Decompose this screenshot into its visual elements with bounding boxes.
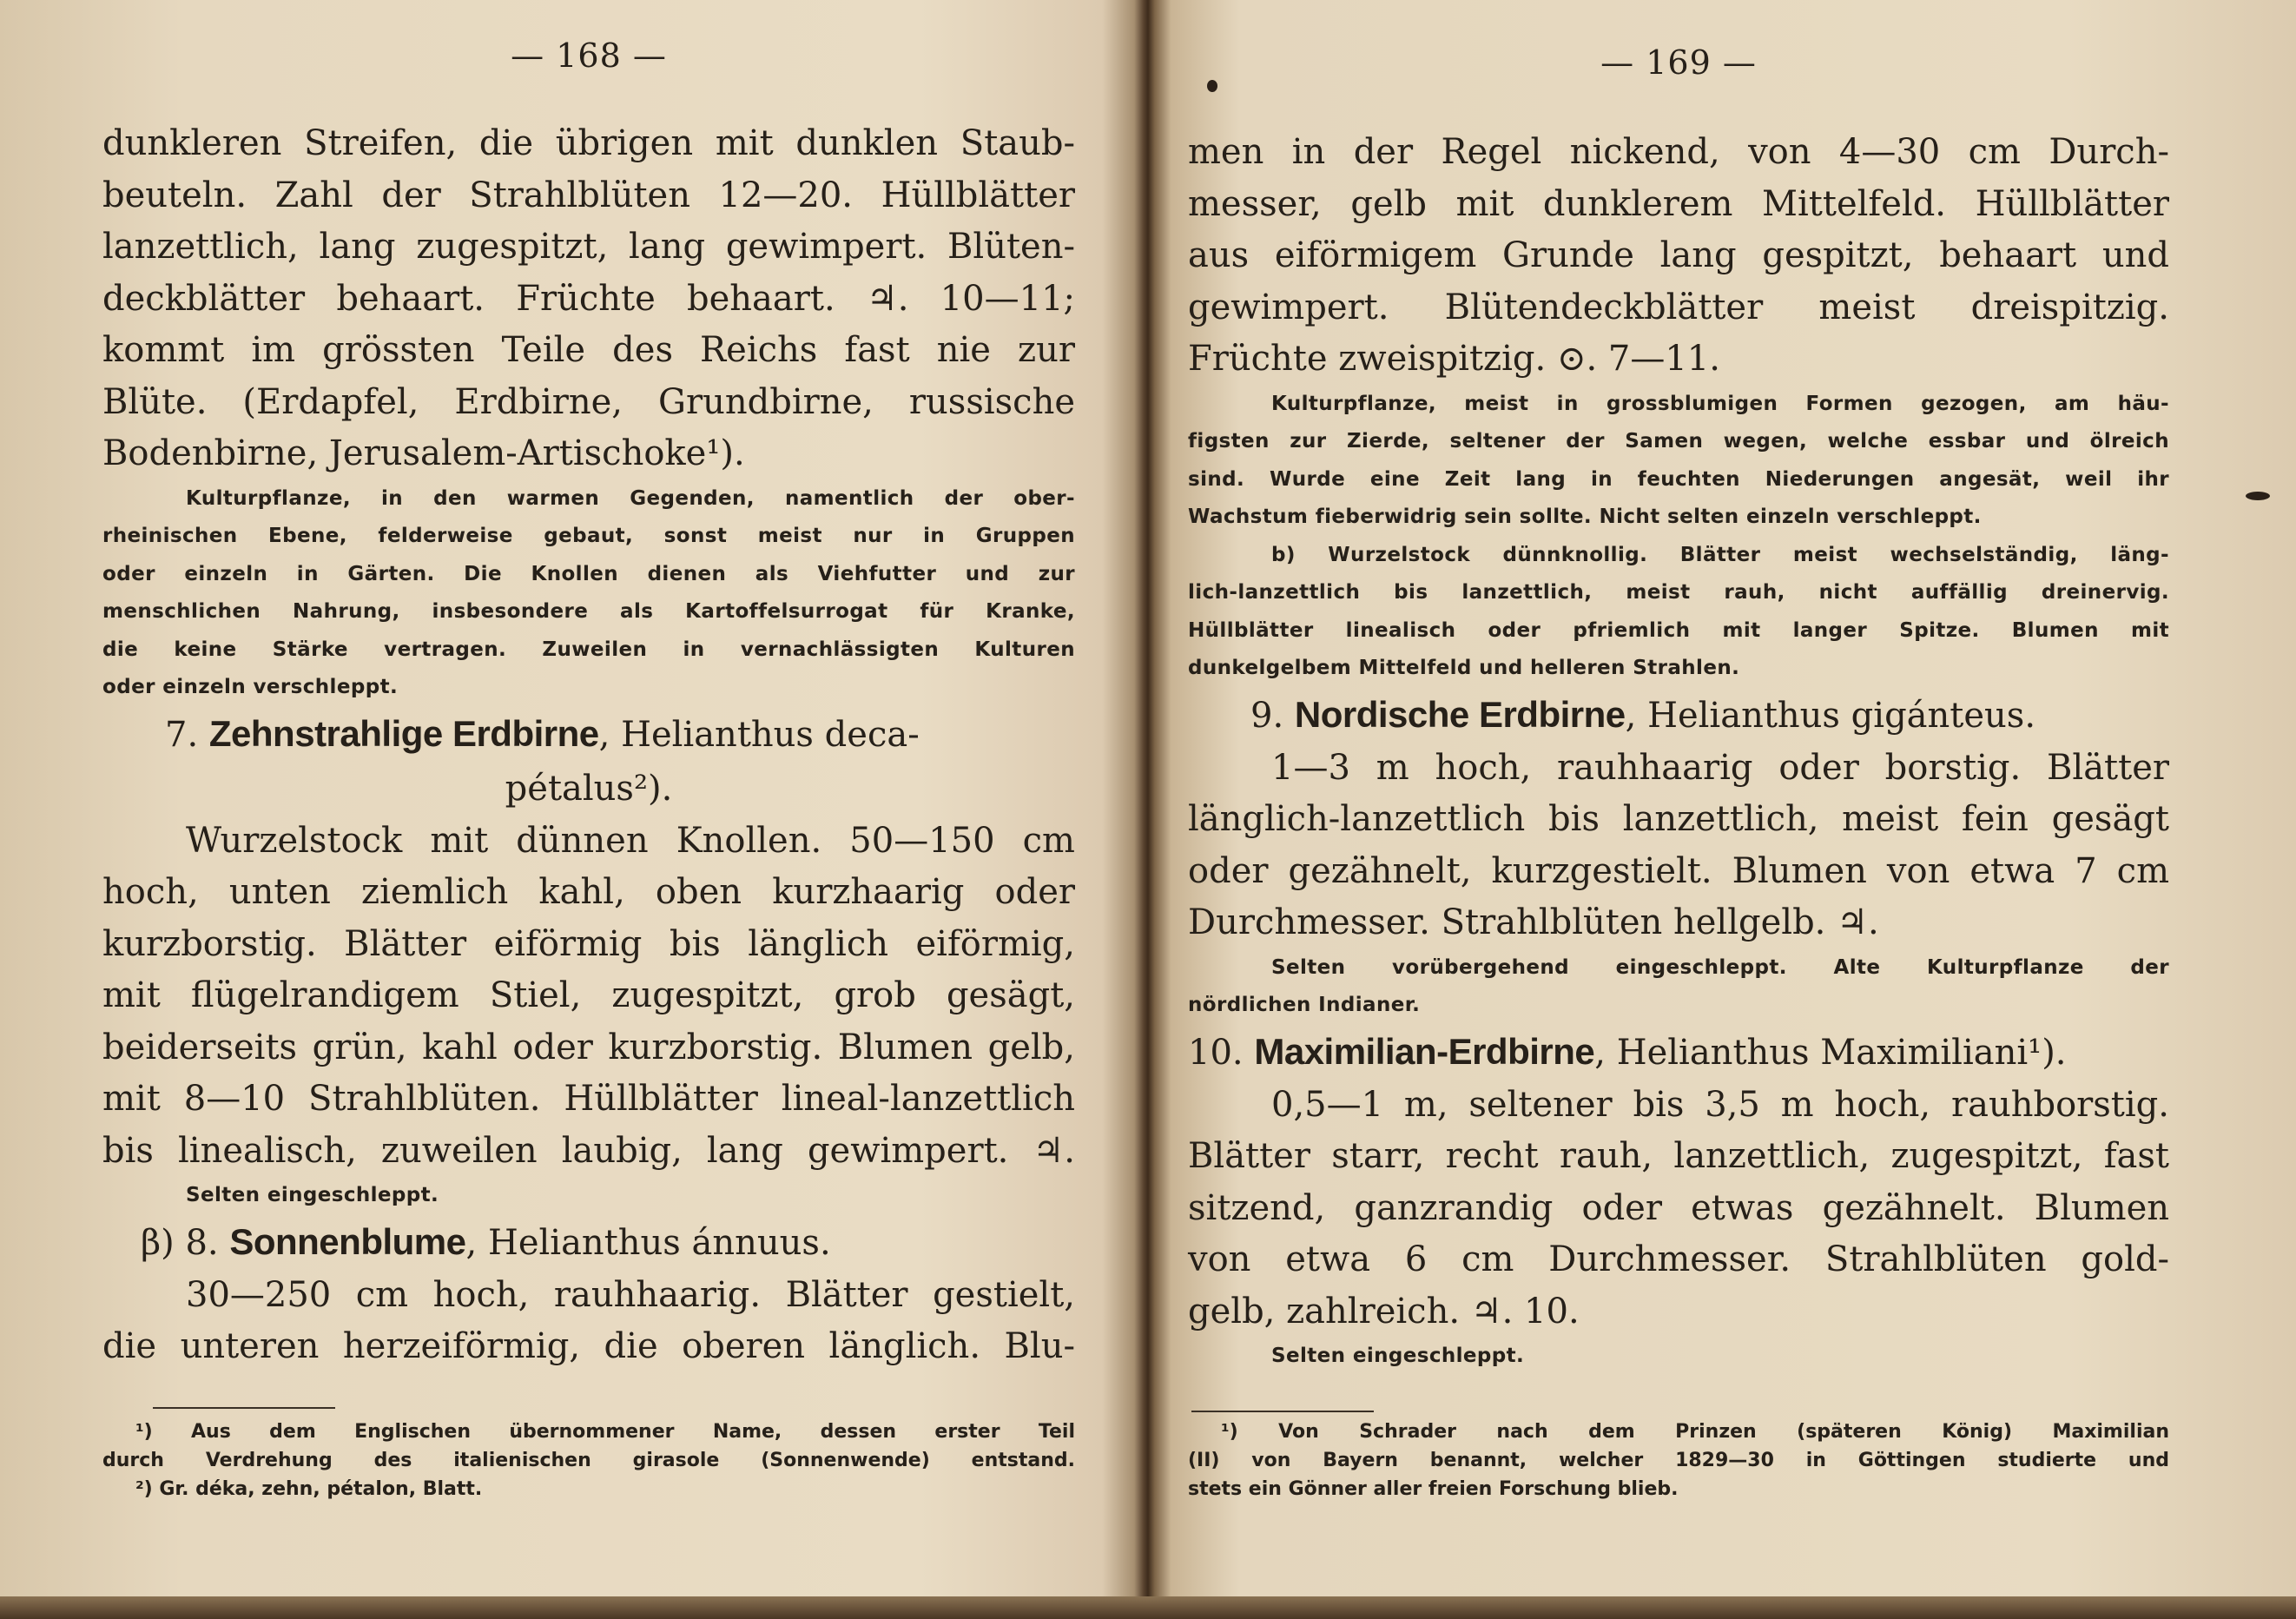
text-line: 1—3 m hoch, rauhhaarig oder borstig. Blätter — [1271, 747, 2169, 788]
text-line: sitzend, ganzrandig oder etwas gezähnelt. Blumen — [1188, 1187, 2169, 1228]
note-line: Selten eingeschleppt. — [1271, 1345, 1525, 1367]
text-line: gelb, zahlreich. ♃. 10. — [1188, 1291, 1580, 1332]
text-line: 30—250 cm hoch, rauhhaarig. Blätter gestielt, — [186, 1274, 1075, 1315]
species-latin: , Helianthus deca- — [598, 714, 920, 755]
note-line: oder einzeln verschleppt. — [102, 676, 399, 698]
footnote-rule — [1191, 1411, 1374, 1412]
text-line: mit 8—10 Strahlblüten. Hüllblätter lineal-lanzettlich — [102, 1079, 1075, 1119]
text-line: lanzettlich, lang zugespitzt, lang gewimpert. Blüten- — [102, 227, 1075, 267]
note-line: Selten eingeschleppt. — [186, 1184, 439, 1206]
footnote-rule — [153, 1407, 335, 1409]
footnote-line: ¹) Von Schrader nach dem Prinzen (späteren König) Maximilian — [1221, 1421, 2169, 1443]
footnotes — [1188, 1417, 2169, 1503]
text-line: von etwa 6 cm Durchmesser. Strahlblüten gold- — [1188, 1239, 2169, 1279]
page-169 — [1188, 0, 2169, 1596]
species-number: 9. — [1250, 695, 1284, 736]
footnote-line: (II) von Bayern benannt, welcher 1829—30 in Göttingen studierte und — [1188, 1450, 2169, 1471]
text-line: mit flügelrandigem Stiel, zugespitzt, grob gesägt, — [102, 975, 1075, 1015]
text-line: die unteren herzeiförmig, die oberen länglich. Blu- — [102, 1326, 1075, 1366]
note-line: Hüllblätter linealisch oder pfriemlich mit langer Spitze. Blumen mit — [1188, 618, 2169, 642]
note-line: Kulturpflanze, meist in grossblumigen Formen gezogen, am häu- — [1271, 392, 2169, 415]
footnote-line: stets ein Gönner aller freien Forschung blieb. — [1188, 1478, 1679, 1500]
species-number: 10. — [1188, 1032, 1244, 1073]
text-line: kurzborstig. Blätter eiförmig bis länglich eiförmig, — [102, 923, 1075, 964]
text-line: beuteln. Zahl der Strahlblüten 12—20. Hüllblätter — [102, 175, 1075, 215]
text-line: men in der Regel nickend, von 4—30 cm Durch- — [1188, 132, 2169, 172]
text-line: beiderseits grün, kahl oder kurzborstig. Blumen gelb, — [102, 1027, 1075, 1067]
text-line: gewimpert. Blütendeckblätter meist dreispitzig. — [1188, 287, 2169, 327]
species-heading-8 — [102, 1215, 1075, 1270]
note-line: die keine Stärke vertragen. Zuweilen in vernachlässigten Kulturen — [102, 638, 1075, 661]
note-line: Kulturpflanze, in den warmen Gegenden, namentlich der ober- — [186, 486, 1075, 510]
note-line: dunkelgelbem Mittelfeld und helleren Strahlen. — [1188, 657, 1740, 679]
note-line: oder einzeln in Gärten. Die Knollen dienen als Viehfutter und zur — [102, 562, 1075, 585]
text-line: Blüte. (Erdapfel, Erdbirne, Grundbirne, russische — [102, 381, 1075, 422]
page-number: — 169 — — [1600, 43, 1757, 82]
text-line: dunkleren Streifen, die übrigen mit dunklen Staub- — [102, 123, 1075, 163]
text-line: Wurzelstock mit dünnen Knollen. 50—150 cm — [186, 820, 1075, 861]
note-line: rheinischen Ebene, felderweise gebaut, sonst meist nur in Gruppen — [102, 525, 1075, 547]
species-number: β) 8. — [141, 1222, 219, 1263]
text-line: hoch, unten ziemlich kahl, oben kurzhaarig oder — [102, 872, 1075, 912]
text-line: bis linealisch, zuweilen laubig, lang gewimpert. ♃. — [102, 1130, 1075, 1171]
species-name: Maximilian-Erdbirne — [1254, 1030, 1595, 1072]
species-latin: , Helianthus gigánteus. — [1625, 695, 2036, 736]
footnote-line: ¹) Aus dem Englischen übernommener Name, dessen erster Teil — [135, 1421, 1075, 1443]
ink-speck — [1207, 80, 1217, 92]
text-line: Blätter starr, recht rauh, lanzettlich, zugespitzt, fast — [1188, 1136, 2169, 1176]
text-line: aus eiförmigem Grunde lang gespitzt, behaart und — [1188, 235, 2169, 275]
note-line: menschlichen Nahrung, insbesondere als Kartoffelsurrogat für Kranke, — [102, 600, 1075, 623]
text-line: deckblätter behaart. Früchte behaart. ♃. 10—11; — [102, 278, 1075, 319]
text-line: oder gezähnelt, kurzgestielt. Blumen von etwa 7 cm — [1188, 850, 2169, 891]
species-number: 7. — [165, 714, 199, 755]
species-latin: , Helianthus ánnuus. — [465, 1222, 831, 1263]
note-line: Wachstum fieberwidrig sein sollte. Nicht selten einzeln verschleppt. — [1188, 506, 1982, 528]
species-heading-continuation: pétalus²). — [505, 768, 673, 809]
page-number: — 168 — — [511, 36, 667, 75]
text-line: Früchte zweispitzig. ⊙. 7—11. — [1188, 339, 1720, 379]
note-line: figsten zur Zierde, seltener der Samen wegen, welche essbar und ölreich — [1188, 430, 2169, 453]
footnotes — [102, 1417, 1075, 1503]
footnote-line: durch Verdrehung des italienischen girasole (Sonnenwende) entstand. — [102, 1450, 1075, 1471]
species-heading-10 — [1188, 1025, 2169, 1080]
text-line: kommt im grössten Teile des Reichs fast nie zur — [102, 330, 1075, 370]
note-line: Selten vorübergehend eingeschleppt. Alte Kulturpflanze der — [1271, 955, 2169, 979]
species-heading-7 — [102, 707, 1075, 762]
footnote-line: ²) Gr. déka, zehn, pétalon, Blatt. — [135, 1478, 483, 1500]
note-line: b) Wurzelstock dünnknollig. Blätter meist wechselständig, läng- — [1271, 543, 2169, 566]
species-name: Nordische Erdbirne — [1294, 693, 1626, 735]
page-body — [1188, 127, 2169, 1376]
text-line: messer, gelb mit dunklerem Mittelfeld. Hüllblätter — [1188, 183, 2169, 224]
book-bottom-edge — [0, 1596, 2296, 1619]
ink-speck — [2246, 492, 2270, 500]
text-line: 0,5—1 m, seltener bis 3,5 m hoch, rauhborstig. — [1271, 1084, 2169, 1125]
text-line: Durchmesser. Strahlblüten hellgelb. ♃. — [1188, 902, 1879, 942]
page-168 — [102, 0, 1075, 1596]
note-line: lich-lanzettlich bis lanzettlich, meist rauh, nicht auffällig dreinervig. — [1188, 581, 2169, 604]
species-name: Zehnstrahlige Erdbirne — [208, 712, 599, 754]
species-latin: , Helianthus Maximiliani¹). — [1594, 1032, 2067, 1073]
note-line: sind. Wurde eine Zeit lang in feuchten Niederungen angesät, weil ihr — [1188, 467, 2169, 491]
note-line: nördlichen Indianer. — [1188, 994, 1421, 1016]
text-line: Bodenbirne, Jerusalem-Artischoke¹). — [102, 433, 745, 473]
page-body — [102, 118, 1075, 1373]
text-line: länglich-lanzettlich bis lanzettlich, meist fein gesägt — [1188, 799, 2169, 839]
species-name: Sonnenblume — [229, 1220, 466, 1262]
species-heading-9 — [1188, 688, 2169, 743]
